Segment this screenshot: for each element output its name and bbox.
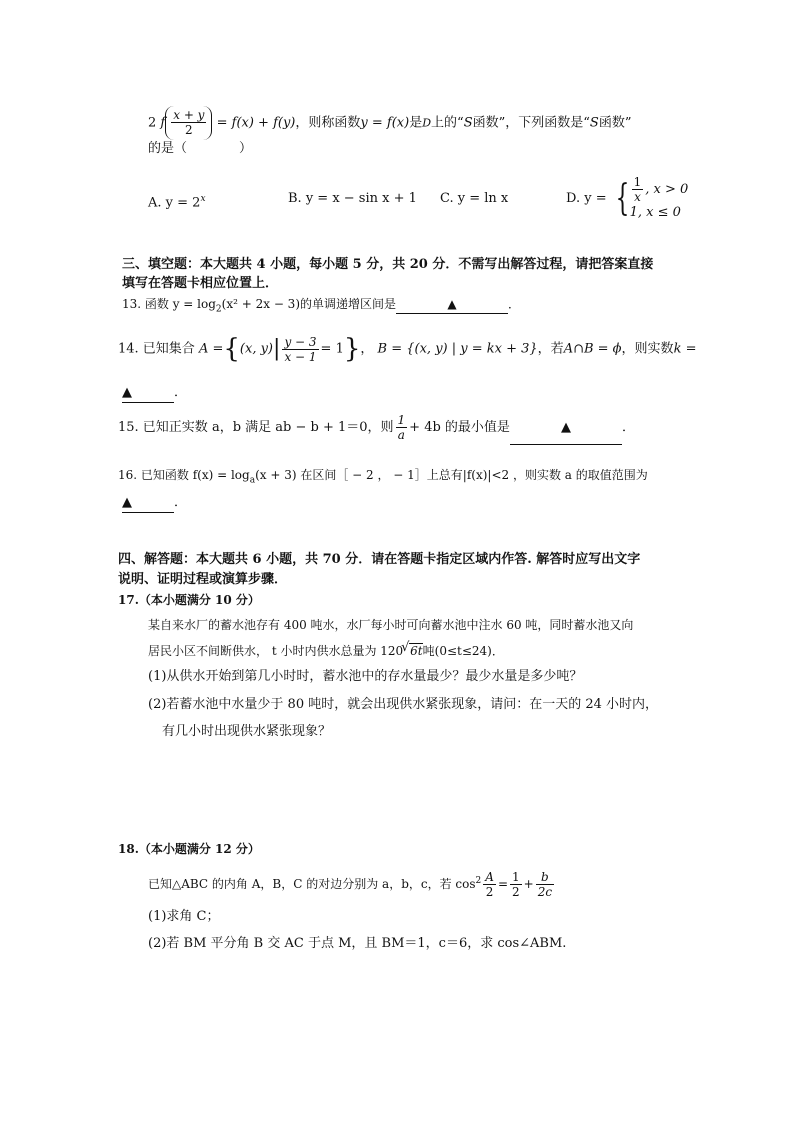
q17-sqrt: √ 6t (409, 643, 422, 658)
q12-d-cases: $\frac{1}{x}$ , x > 0 1, x ≤ 0 (629, 175, 689, 220)
q18-part2: (2)若 BM 平分角 B 交 AC 于点 M，且 BM＝1，c＝6，求 cos∠ABM. (148, 936, 567, 951)
section4-header-line1: 四、解答题：本大题共 6 小题，共 70 分．请在答题卡指定区域内作答. 解答时应写出文字 (118, 552, 641, 567)
section4-header-line2: 说明、证明过程或演算步骤． (118, 572, 288, 587)
q14-frac: $\frac{y - 3}{x - 1}$ (284, 334, 317, 364)
q12-frac-paren (165, 106, 212, 140)
section3-header-line2: 填写在答题卡相应位置上． (122, 276, 279, 291)
q18-part1: (1)求角 C； (148, 909, 220, 924)
q12-option-d: D. y = { $\frac{1}{x}$ , x > 0 1, x ≤ 0 (566, 172, 688, 226)
q18-frac-a: $\frac{A}{2}$ (485, 870, 494, 899)
q12-option-c: C. y = ln x (440, 191, 509, 206)
q12-frac: $\frac{x + y}{2}$ (173, 108, 205, 137)
q13-line: 13. 函数 $y = \log_2(x^2 + 2x - 3)$的单调递增区间是 ▲ ． (122, 297, 521, 315)
section3-header-line1: 三、填空题：本大题共 4 小题，每小题 5 分，共 20 分．不需写出解答过程，请把答案直接 (122, 257, 654, 272)
q14-bar: | (273, 336, 281, 361)
q16-answer-line: ▲ ． (122, 494, 187, 513)
q12-line2: 的是（ ） (148, 141, 253, 156)
q18-line1: 已知△ABC 的内角 A，B，C 的对边分别为 a，b，c，若 $\cos^2$ $\frac{A}{2}$ = $\frac{1}{2}$ + $\frac{b}{2c}$ (148, 870, 553, 899)
q18-frac-half: $\frac{1}{2}$ (512, 870, 520, 899)
q13-answer-blank[interactable]: ▲ (396, 295, 508, 314)
q14-answer-blank[interactable]: ▲ (122, 384, 174, 403)
q17-part2b: 有几小时出现供水紧张现象？ (162, 724, 332, 739)
q12-condition-line: 2 f $\frac{x + y}{2}$ = f(x) + f(y)，则称函数y = f(x)是D上的“S函数”，下列函数是“S函数” (148, 106, 631, 141)
q15-frac: $\frac{1}{a}$ (397, 413, 406, 442)
q16-answer-blank[interactable]: ▲ (122, 494, 174, 513)
q18-frac-b: $\frac{b}{2c}$ (537, 870, 553, 899)
q12-rhs: = f(x) + f(y) (216, 115, 296, 131)
q15-line: 15. 已知正实数 a，b 满足 ab − b + 1＝0，则 $\frac{1}{a}$ + 4b 的最小值是 ▲ ． (118, 412, 635, 445)
q17-line1: 某自来水厂的蓄水池存有 400 吨水，水厂每小时可向蓄水池中注水 60 吨，同时蓄水池又向 (148, 618, 634, 632)
q17-title: 17.（本小题满分 10 分） (118, 593, 260, 607)
q12-option-a: A. $y = 2^x$ (148, 194, 206, 211)
q14-brace-left: { (223, 334, 240, 364)
q17-part1: (1)从供水开始到第几小时时，蓄水池中的存水量最少？最少水量是多少吨？ (148, 669, 583, 684)
q12-d-brace: { (615, 177, 630, 219)
q12-option-b: B. y = x − sin x + 1 (288, 191, 417, 206)
q15-answer-blank[interactable]: ▲ (510, 412, 622, 445)
q14-line: 14. 已知集合 A ={(x, y)| $\frac{y - 3}{x - 1}$ = 1}， B = {(x, y) | y = kx + 3}，若A∩B = ϕ，则实数k = (118, 334, 697, 364)
q12-f: f (160, 115, 166, 131)
q14-answer-line: ▲ ． (122, 384, 187, 403)
q14-brace-right: } (343, 334, 361, 364)
q17-part2a: (2)若蓄水池中水量少于 80 吨时，就会出现供水紧张现象，请问：在一天的 24 小时内， (148, 697, 659, 712)
q18-title: 18.（本小题满分 12 分） (118, 842, 260, 856)
q16-line: 16. 已知函数 $f(x) = \log_a(x + 3)$ 在区间［ − 2 ， − 1］上总有|f(x)|<2 ，则实数 a 的取值范围为 (118, 468, 648, 486)
q17-line2: 居民小区不间断供水， t 小时内供水总量为 120√ 6t吨(0≤t≤24)． (148, 642, 504, 660)
q12-coeff: 2 (148, 115, 157, 131)
